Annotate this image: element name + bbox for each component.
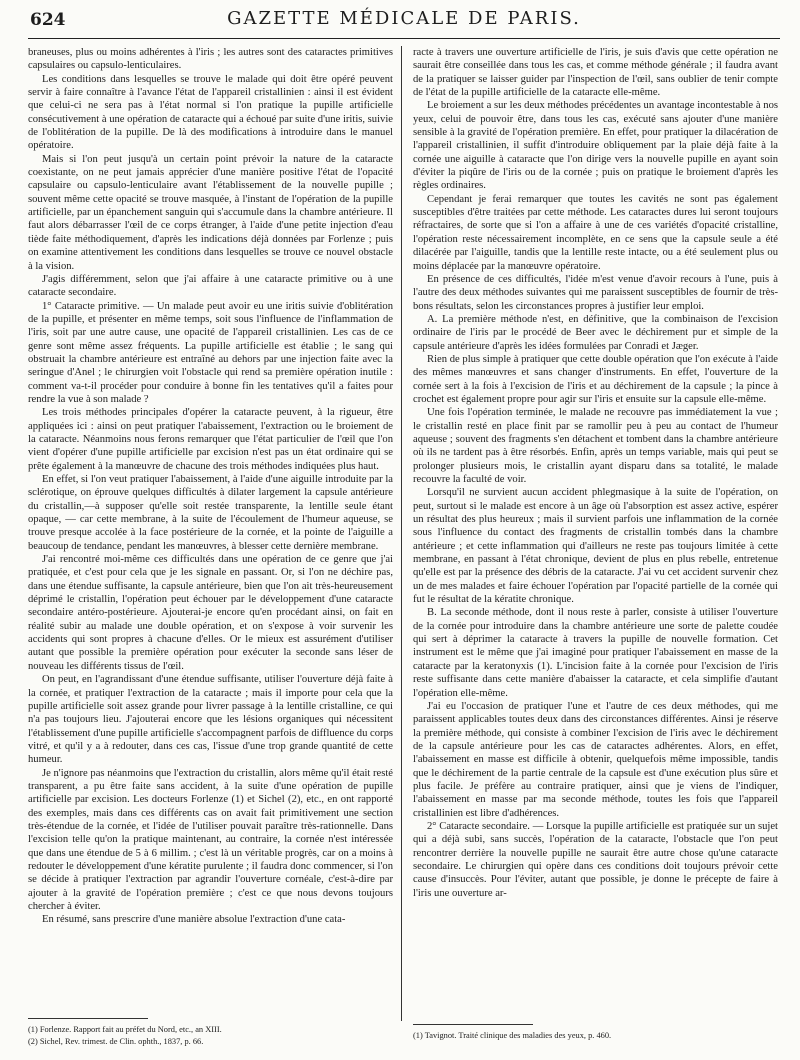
- paragraph: braneuses, plus ou moins adhérentes à l'iris ; les autres sont des cataractes primitives capsulaires ou capsulo-lenticulaires.: [28, 47, 393, 72]
- page-header: [28, 4, 780, 34]
- footnotes-right: [413, 1030, 778, 1042]
- left-column: [28, 46, 393, 1014]
- footnote: (1) Forlenze. Rapport fait au préfet du Nord, etc., an XIII.: [28, 1025, 222, 1034]
- paragraph: On peut, en l'agrandissant d'une étendue suffisante, utiliser l'ouverture déjà faite à la cornée, et pratiquer l'extraction de la cataracte ; mais il importe pour cela que la pupille artificielle soit assez grande pour livrer passage à la lentille cristalline, ce qui n'a pas toujours lieu. J'ajouterai encore que les lésions organiques qui nécessitent l'établissement d'une pupille artificielle s'accompagnent parfois de diffluence du corps vitré, et qu'il y a à redouter, dans ces cas, l'issue d'une trop grande quantité de cette humeur.: [28, 674, 393, 766]
- paragraph: Cependant je ferai remarquer que toutes les cavités ne sont pas également susceptibles d'être traitées par cette méthode. Les cataractes dures lui seront toujours réfractaires, de sorte que si l'on a affaire à une de ces variétés d'opacité cristalline, l'opération reste nécessairement incomplète, en ce sens que la capsule seule a été dilacérée par l'aiguille, tandis que la lentille reste intacte, ou a été seulement plus ou moins déplacée par la manœuvre opératoire.: [413, 193, 778, 272]
- paragraph: Les conditions dans lesquelles se trouve le malade qui doit être opéré peuvent servir à faire connaître à l'avance l'état de l'appareil cristallinien : ainsi il est évident que celui-ci ne sera pas à l'état normal si l'on pratique la pupille artificielle consécutivement à une opération de cataracte qui a échoué par suite d'une iritis, suivie de l'oblitération de la pupille. De là des modifications à introduire dans le manuel opératoire.: [28, 73, 393, 152]
- paragraph: Rien de plus simple à pratiquer que cette double opération que l'on exécute à l'aide des mêmes manœuvres et sans changer d'instruments. En effet, l'ouverture de la cornée sert à la fois à l'excision de l'iris et au déchirement de la capsule ; la pince à crochet est également propre pour agir sur l'iris et ensuite sur la capsule elle-même.: [413, 353, 778, 405]
- footnote-rule: [413, 1024, 533, 1025]
- paragraph-section-primitive: 1° Cataracte primitive. — Un malade peut avoir eu une iritis suivie d'oblitération de la pupille, et présenter en même temps, soit sous l'influence de l'inflammation de l'iris, soit par une autre cause, une opacité de l'appareil cristallinien. Les cas de ce genre sont même assez fréquents. La pupille artificielle est établie ; le sang qui obstruait la chambre antérieure est entraîné au dehors par une injection faite avec la seringue d'Anel ; le chirurgien voit l'obstacle qui rend sa première opération inutile : comment va-t-il procéder pour conduire à bonne fin les tentatives qu'il a faites pour rendre la vue à son malade ?: [28, 300, 393, 405]
- paragraph-method-b: B. La seconde méthode, dont il nous reste à parler, consiste à utiliser l'ouverture de la cornée pour introduire dans la chambre antérieure une sorte de palette coudée qui sert à déprimer la cataracte à travers la pupille de nouvelle formation. Cet instrument est le même que j'ai imaginé pour pratiquer l'abaissement en masse de la cataracte par la keratonyxis (1). L'incision faite à la cornée pour l'excision de l'iris reste suffisante dans cette manière d'abaisser la cataracte, et cela simplifie d'autant l'opération elle-même.: [413, 607, 778, 699]
- paragraph-method-a: A. La première méthode n'est, en définitive, que la combinaison de l'excision ordinaire de l'iris par le procédé de Beer avec le déchirement pur et simple de la capsule antérieure d'après les idées formulées par Conradi et Jæger.: [413, 313, 778, 352]
- paragraph: Je n'ignore pas néanmoins que l'extraction du cristallin, alors même qu'il était resté transparent, a pu être faite sans accident, à la suite d'une opération de pupille artificielle par excision. Les docteurs Forlenze (1) et Sichel (2), etc., en ont rapporté des exemples, mais dans ces différents cas on avait fait primitivement une section très-étendue de la cornée, et l'idée de l'utiliser pouvait paraître très-rationnelle. Dans l'excision telle qu'on la pratique maintenant, au contraire, la cornée n'est intéressée que dans une étendue de 5 à 6 millim. ; c'est là un véritable progrès, car on a moins à redouter le développement d'une kératite purulente ; il faudra donc commencer, si l'on se décide à pratiquer l'extraction par agrandir l'ouverture cornéale, c'est-à-dire par ajouter à la gravité de l'opération première ; c'est ce que nous devons toujours chercher à éviter.: [28, 767, 393, 912]
- paragraph: En résumé, sans prescrire d'une manière absolue l'extraction d'une cata-: [42, 914, 346, 926]
- paragraph: Une fois l'opération terminée, le malade ne recouvre pas immédiatement la vue ; le cristallin resté en place finit par se ramollir peu à peu au contact de l'humeur aqueuse ; souvent des fragments s'en détachent et tombent dans la chambre antérieure où ils ne tardent pas à être résorbés. Enfin, après un temps variable, mais qui peut se prolonger plusieurs mois, le cristallin ayant disparu dans sa totalité, le malade recouvre la faculté de voir.: [413, 407, 778, 485]
- footnotes-left: [28, 1024, 393, 1048]
- paragraph: J'agis différemment, selon que j'ai affaire à une cataracte primitive ou à une cataracte secondaire.: [28, 273, 393, 299]
- footnote-rule: [28, 1018, 148, 1019]
- paragraph: En présence de ces difficultés, l'idée m'est venue d'avoir recours à l'une, puis à l'autre des deux méthodes suivantes qui me paraissent susceptibles de fournir de très-bons résultats, selon les circonstances propres à justifier leur emploi.: [413, 273, 778, 312]
- paragraph: En effet, si l'on veut pratiquer l'abaissement, à l'aide d'une aiguille introduite par la sclérotique, on éprouve quelques difficultés à dilater largement la capsule antérieure du cristallin,—à supposer qu'elle soit restée transparente, la lentille seule étant opaque, — car cette membrane, à la suite de l'écoulement de l'humeur aqueuse, se trouve presque accolée à la face postérieure de la cornée, et la pointe de l'aiguille a beaucoup de tendance, pendant les manœuvres, à blesser cette dernière membrane.: [28, 474, 393, 552]
- paragraph: J'ai rencontré moi-même ces difficultés dans une opération de ce genre que j'ai pratiquée, et c'est pour cela que je les signale en passant. Or, si l'on ne déchire pas, dans une étendue suffisante, la capsule antérieure, bien que l'on ait très-heureusement déprimé le cristallin, l'opération peut échouer par le développement d'une cataracte secondaire antéro-postérieure. Ajouterai-je encore qu'en procédant ainsi, on fait en réalité subir au malade une double opération, et on s'expose à voir survenir les accidents qui sont propres à chacune d'elles. Or le mieux est assurément d'utiliser autant que possible la première opération pour exécuter la seconde sans léser de nouveau les différents tissus de l'œil.: [28, 554, 393, 672]
- paragraph: J'ai eu l'occasion de pratiquer l'une et l'autre de ces deux méthodes, qui me paraissent applicables toutes deux dans des circonstances différentes. Ainsi je réserve la première méthode, qui consiste à combiner l'excision de l'iris avec le déchirement de la capsule antérieure pour les cas de cataractes adhérentes. Alors, en effet, l'abaissement en masse est difficile à obtenir, quelquefois même impossible, tandis que le déchirement de la partie centrale de la capsule est d'une exécution plus sûre et plus facile. Je préfère au contraire pratiquer, ainsi que je viens de l'indiquer, l'abaissement en masse par ma seconde méthode, toutes les fois que l'appareil cristallinien est libre d'adhérences.: [413, 700, 778, 819]
- footnote: (2) Sichel, Rev. trimest. de Clin. ophth., 1837, p. 66.: [28, 1037, 204, 1046]
- right-column: [413, 46, 778, 1004]
- paragraph: Les trois méthodes principales d'opérer la cataracte peuvent, à la rigueur, être appliquées ici : ainsi on peut pratiquer l'abaissement, l'extraction ou le broiement de la cataracte. Néanmoins nous ferons remarquer que l'état particulier de l'œil que l'on vient d'opérer d'une pupille artificielle par excision n'est pas un état ordinaire qui se prête également à la manœuvre de chacune des trois méthodes indiquées plus haut.: [28, 407, 393, 472]
- paragraph: Mais si l'on peut jusqu'à un certain point prévoir la nature de la cataracte coexistante, on ne peut jamais apprécier d'une manière positive l'état de l'opacité capsulaire ou capsulo-lenticulaire avant l'établissement de la nouvelle pupille ; souvent même cette opacité se trouve masquée, à l'instant de l'opération de la pupille artificielle, par un épanchement sanguin qui s'accumule dans la chambre antérieure. Il faut alors débarrasser l'œil de ce corps étranger, à l'aide d'une petite injection d'eau tiède faite méthodiquement, d'après les indications déjà données par Forlenze ; puis on examine attentivement les conditions dans lesquelles se trouve ce nouvel obstacle à la vision.: [28, 153, 393, 272]
- column-divider: [401, 46, 402, 1021]
- paragraph-section-secondary: 2° Cataracte secondaire. — Lorsque la pupille artificielle est pratiquée sur un sujet qui a déjà subi, sans succès, l'opération de la cataracte, l'obstacle que l'on peut rencontrer derrière la nouvelle pupille ne saurait être autre chose qu'une cataracte secondaire. Le chirurgien qui opère dans ces conditions doit toujours prévoir cette cause d'insuccès. Pour l'éviter, autant que possible, je donne le précepte de faire à l'iris une ouverture ar-: [413, 820, 778, 899]
- footnote: (1) Tavignot. Traité clinique des maladies des yeux, p. 460.: [413, 1031, 612, 1040]
- page-number: 624: [30, 10, 66, 30]
- running-title: GAZETTE MÉDICALE DE PARIS.: [227, 8, 581, 29]
- header-rule: [28, 38, 780, 39]
- paragraph: racte à travers une ouverture artificielle de l'iris, je suis d'avis que cette opération ne saurait être conseillée dans tous les cas, et comme méthode générale ; il faudra avant de la pratiquer se laisser guider par l'inspection de l'œil, sans oublier de tenir compte de l'état de la pupille artificielle de la cataracte elle-même.: [413, 47, 778, 99]
- paragraph: Le broiement a sur les deux méthodes précédentes un avantage incontestable à nos yeux, celui de pouvoir être, dans tous les cas, exécuté sans ajouter d'une manière sensible à la gravité de l'opération première. En effet, pour pratiquer la dilacération de l'appareil cristallinien, il suffit d'introduire obliquement par la plaie déjà faite à la cornée une aiguille à cataracte que l'on dirige vers la nouvelle pupille en ayant soin d'éviter la piqûre de l'iris ou de la cornée ; puis on pratique le broiement d'après les règles ordinaires.: [413, 100, 778, 192]
- paragraph: Lorsqu'il ne survient aucun accident phlegmasique à la suite de l'opération, on peut, surtout si le malade est encore à un âge où l'absorption est assez active, espérer un résultat des plus heureux ; mais il survient parfois une inflammation de la cornée sous l'influence du contact des fragments de cristallin tombés dans la chambre antérieure ; et cette inflammation qui d'ailleurs ne reste pas toujours limitée à cette membrane, en passant à l'état chronique, devient de plus en plus rebelle, entretenue qu'elle est par la présence des débris de la cataracte. J'ai vu cet accident survenir chez un de mes malades et faire échouer l'opération par l'opacité partielle de la cornée qui fut le résultat de la kératite chronique.: [413, 487, 778, 606]
